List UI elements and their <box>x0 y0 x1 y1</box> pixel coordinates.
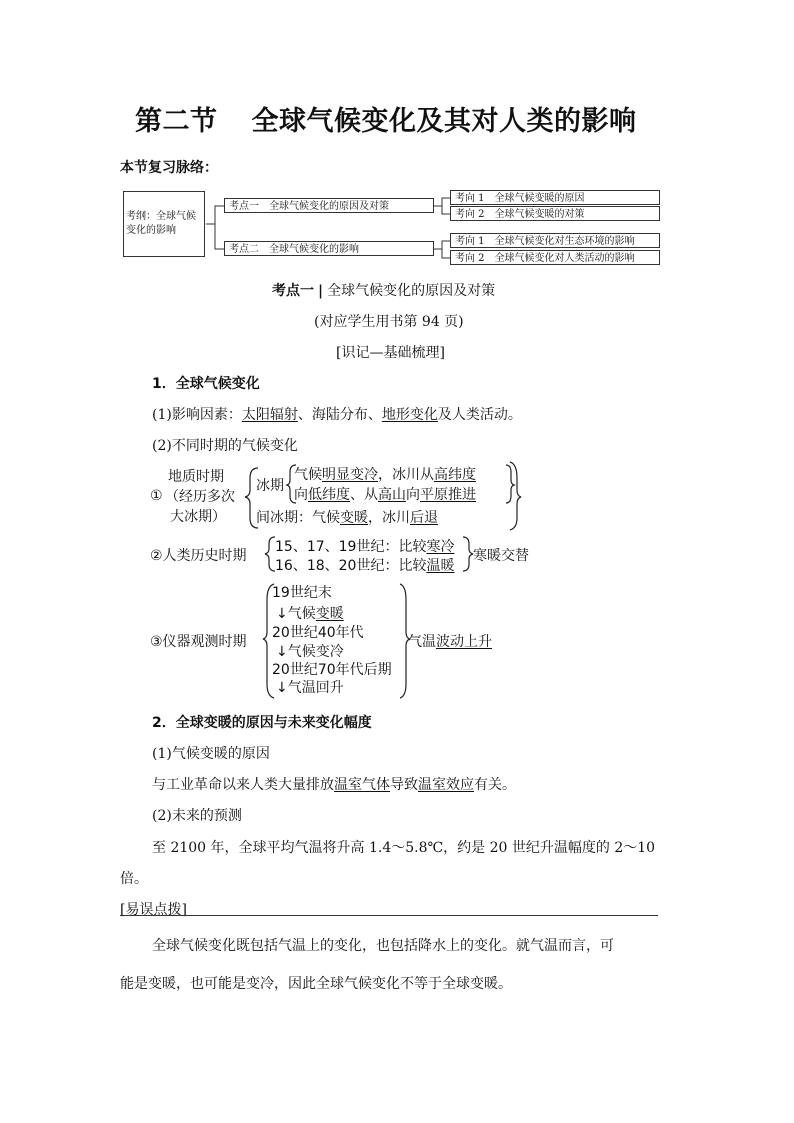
instrument-line-5: 20世纪70年代后期 <box>272 662 392 678</box>
t: 寒冷 <box>426 539 455 555</box>
instrument-line-2: ↓气候变暖 <box>276 606 344 622</box>
memory-label: [识记—基础梳理] <box>336 345 445 361</box>
factor-sun: 太阳辐射 <box>241 407 298 423</box>
t: 温室效应 <box>418 777 474 793</box>
geo-circle: ① <box>150 488 163 504</box>
section-heading-prefix: 考点一 <box>272 283 314 299</box>
factor-end: 。 <box>507 407 522 423</box>
tips-label: [易误点拨] <box>120 902 187 918</box>
t: 与工业革命以来人类大量排放 <box>152 777 334 793</box>
factor-terrain: 地形变化 <box>381 407 438 423</box>
heading-1-2: (2)不同时期的气候变化 <box>152 438 298 454</box>
mindmap-dir-2-1: 考向 1 全球气候变化对生态环境的影响 <box>450 233 660 248</box>
t: 明显变冷 <box>322 467 378 483</box>
t: 变暖 <box>340 510 368 526</box>
section-heading: 考点一 | 全球气候变化的原因及对策 <box>272 283 496 299</box>
mindmap-dir-1-2: 考向 2 全球气候变暖的对策 <box>450 206 660 221</box>
t: 导致 <box>390 777 418 793</box>
tips-line-1: 全球气候变化既包括气温上的变化，也包括降水上的变化。就气温而言，可 <box>152 938 614 954</box>
mindmap-root-line2: 变化的影响 <box>126 225 176 236</box>
t: 有关。 <box>474 777 516 793</box>
t: 变暖 <box>315 606 344 622</box>
heading-2-1: (1)气候变暖的原因 <box>152 746 270 762</box>
geo-label-1: 地质时期 <box>168 469 224 485</box>
t: 高山 <box>378 487 406 503</box>
arrow-down-icon: ↓ <box>276 680 288 696</box>
t: 向 <box>406 487 420 503</box>
tips-divider <box>120 915 658 916</box>
instrument-label: ③仪器观测时期 <box>150 634 247 650</box>
t: 温暖 <box>426 558 455 574</box>
human-label: ②人类历史时期 <box>150 548 247 564</box>
t: 后退 <box>410 510 438 526</box>
factors-lead: (1)影响因素： <box>152 407 242 423</box>
instrument-line-1: 19世纪末 <box>272 585 332 601</box>
cause-line <box>152 774 516 794</box>
t: 温室气体 <box>334 777 390 793</box>
t: 气候 <box>294 467 322 483</box>
t: ，冰川从 <box>378 467 434 483</box>
t: 低纬度 <box>308 487 350 503</box>
t: 气温回升 <box>287 680 344 696</box>
mindmap-dir-1-1: 考向 1 全球气候变暖的原因 <box>450 190 660 205</box>
t: 气温 <box>408 634 436 650</box>
geo-ice-label: 冰期 <box>256 478 284 494</box>
instrument-line-3: 20世纪40年代 <box>272 625 364 641</box>
t: 间冰期：气候 <box>256 510 340 526</box>
factor-sep: 、 <box>297 407 312 423</box>
forecast-line-1: 至 2100 年，全球平均气温将升高 1.4～5.8℃，约是 20 世纪升温幅度的 2～10 <box>152 840 656 856</box>
t: 波动上升 <box>436 634 492 650</box>
forecast-line-2: 倍。 <box>120 871 148 887</box>
factor-sep: 、 <box>367 407 382 423</box>
heading-2-2: (2)未来的预测 <box>152 808 242 824</box>
human-result: 寒暖交替 <box>473 548 529 564</box>
factor-sea-land: 海陆分布 <box>311 407 368 423</box>
mindmap-point-2: 考点二 全球气候变化的影响 <box>224 241 434 256</box>
t: 15、17、19世纪：比较 <box>275 539 427 555</box>
heading-2: 2．全球变暖的原因与未来变化幅度 <box>152 715 372 731</box>
factor-human: 及人类活动 <box>437 407 508 423</box>
section-ref: (对应学生用书第 94 页) <box>314 314 464 330</box>
section-heading-text: 全球气候变化的原因及对策 <box>327 283 496 299</box>
title-text: 全球气候变化及其对人类的影响 <box>251 106 637 137</box>
arrow-down-icon: ↓ <box>276 644 288 660</box>
mindmap-point-1: 考点一 全球气候变化的原因及对策 <box>224 198 434 213</box>
heading-1: 1．全球气候变化 <box>152 376 260 392</box>
arrow-down-icon: ↓ <box>276 606 288 622</box>
t: 、从 <box>350 487 378 503</box>
mindmap-dir-2-2: 考向 2 全球气候变化对人类活动的影响 <box>450 250 660 265</box>
t: ，冰川 <box>368 510 410 526</box>
t: 气候变冷 <box>287 644 344 660</box>
review-label: 本节复习脉络： <box>120 160 218 176</box>
geo-label-3: 大冰期） <box>170 509 226 525</box>
t: 平原推进 <box>420 487 476 503</box>
t: 高纬度 <box>434 467 476 483</box>
title-section-number: 第二节 <box>135 106 218 137</box>
t: 向 <box>294 487 308 503</box>
mindmap-root-line1: 考纲：全球气候 <box>126 211 196 222</box>
geo-label-2: （经历多次 <box>165 489 235 505</box>
t: 16、18、20世纪：比较 <box>275 558 427 574</box>
tips-line-2: 能是变暖，也可能是变冷，因此全球气候变化不等于全球变暖。 <box>120 976 512 992</box>
